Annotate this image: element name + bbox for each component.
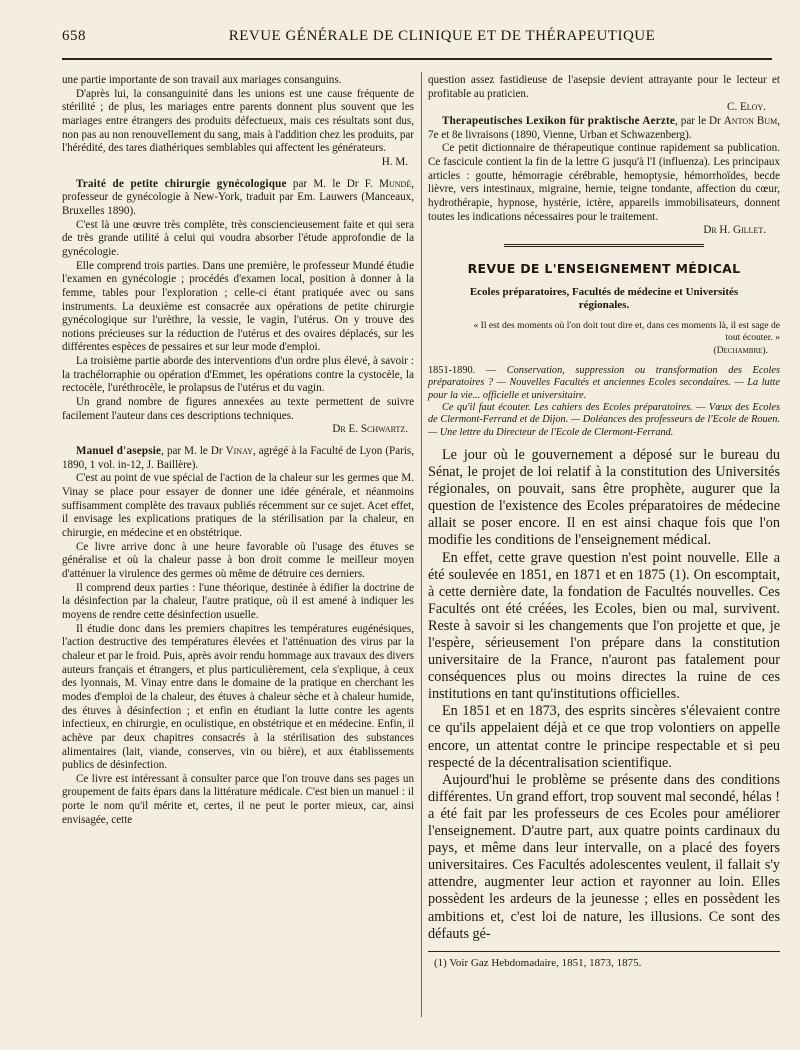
- epigraph: « Il est des moments où l'on doit tout dire et, dans ces moments là, il est sage de tout écouter. »: [473, 319, 780, 343]
- paragraph: une partie importante de son travail aux mariages consanguins.: [62, 74, 342, 86]
- body-paragraph: En 1851 et en 1873, des esprits sincères s'élevaient contre ce qu'ils appelaient déjà et ce que trop volontiers on appelle encore, un attentat contre le principe respectable et si peu respecté de la décentralisation scientifique.: [428, 703, 780, 771]
- book-title: Therapeutisches Lexikon für praktische Aerzte: [442, 114, 675, 127]
- review-heading: Therapeutisches Lexikon für praktische Aerzte, par le Dr Anton Bum, 7e et 8e livraisons (1890, Vienne, Urban et Schwazenberg).: [428, 114, 780, 141]
- book-title: Manuel d'asepsie: [76, 445, 162, 458]
- article-summary: Ce qu'il faut écouter. Les cahiers des Ecoles préparatoires. — Vœux des Ecoles de Clermont-Ferrand et de Dijon. — Doléances des professeurs de l'Ecole de Rouen. — Une lettre du Directeur de l'Ecole de Clermont-Ferrand.: [428, 402, 780, 438]
- left-column: [62, 74, 414, 827]
- section-rule: [504, 244, 704, 250]
- paragraph: Il étudie donc dans les premiers chapitres les températures eugénésiques, l'action destructive des températures élevées et l'atténuation des virus par la chaleur et par le froid. Puis, après avoir rendu hommage aux travaux des divers auteurs français et étrangers, et plus particulièrement, cela s'explique, à ceux des lyonnais, M. Vinay entre dans le domaine de la pratique en cherchant les modes d'emploi de la chaleur, des étuves à chaleur sèche et à chaleur humide, des étuves à désinfection ; et enfin en étudiant la lutte contre les agents infectieux, en chirurgie, en oculistique, en obstétrique et en médecine. Enfin, il achève par deux chapitres consacrés à la stérilisation des substances alimentaires (lait, viande, conserves, vin ou bière), et aux établissements publics de désinfection.: [62, 622, 414, 772]
- signature: Dr E. Schwartz.: [332, 423, 408, 436]
- footnote: (1) Voir Gaz Hebdomadaire, 1851, 1873, 1875.: [434, 956, 642, 969]
- page-header: [62, 28, 772, 50]
- paragraph: question assez fastidieuse de l'asepsie devient attrayante pour le lecteur et profitable au praticien.: [428, 74, 780, 100]
- footnote-rule: [428, 951, 780, 952]
- signature: Dr H. Gillet.: [703, 224, 766, 237]
- paragraph: Ce livre arrive donc à une heure favorable où l'usage des étuves se généralise et où la chaleur passe à bon droit comme le meilleur moyen d'atténuer la virulence des germes où même de détruire ces derniers.: [62, 540, 414, 580]
- epigraph-author: (Dechambre).: [713, 344, 768, 356]
- running-title: REVUE GÉNÉRALE DE CLINIQUE ET DE THÉRAPEUTIQUE: [228, 28, 656, 44]
- section-subtitle: Ecoles préparatoires, Facultés de médecine et Universités régionales.: [469, 285, 739, 311]
- paragraph: La troisième partie aborde des interventions d'un ordre plus élevé, à savoir : la trachélorraphie ou opération d'Emmet, les opérations contre la cystocèle, la rectocèle, l'uréthrocèle, le prolapsus de l'utérus et du vagin.: [62, 355, 414, 395]
- paragraph: D'après lui, la consanguinité dans les unions est une cause fréquente de stérilité ; de plus, les mariages entre parents donnent plus souvent que les mariages entre étrangers des produits défectueux, mais ces résultats sont dus, non pas au non renouvellement du sang, mais à l'addition chez les produits, par l'hérédité, des tares diathériques semblables qui affectent les générateurs.: [62, 87, 414, 155]
- author-name: Vinay: [225, 445, 253, 458]
- column-separator: [421, 72, 422, 1017]
- body-paragraph: En effet, cette grave question n'est point nouvelle. Elle a été soulevée en 1851, en 1871 et en 1875 (1). On escomptait, à cette dernière date, la fondation de Facultés nouvelles. Ces Facultés ont été créées, les Ecoles, bien ou mal, survivent. Reste à savoir si les changements que l'on projette et que, je l'espère, sérieusement l'on prépare dans la constitution universitaire de la France, n'auront pas fatalement pour conséquences plus ou moins directes la ruine de ces institutions en tant qu'institutions officielles.: [428, 549, 780, 703]
- section-title: REVUE DE L'ENSEIGNEMENT MÉDICAL: [467, 260, 741, 276]
- author-name: Anton Bum: [723, 114, 778, 127]
- author-name: Mundé: [379, 177, 412, 190]
- paragraph: Ce livre est intéressant à consulter parce que l'on trouve dans ses pages un groupement de faits épars dans la littérature médicale. C'est bien un manuel : il porte le nom qu'il mérite et, certes, il ne peut le porter mieux, car, ainsi envisagée, cette: [62, 772, 414, 826]
- page-number: 658: [62, 28, 86, 44]
- paragraph: C'est là une œuvre très complète, très consciencieusement faite et qui sera de très grande utilité à celui qui voudra absorber l'étude approfondie de la gynécologie.: [62, 218, 414, 258]
- review-heading: Traité de petite chirurgie gynécologique par M. le Dr F. Mundé, professeur de gynécologie à New-York, traduit par Em. Lauwers (Manceaux, Bruxelles 1890).: [62, 177, 414, 217]
- body-paragraph: Aujourd'hui le problème se présente dans des conditions différentes. Un grand effort, trop souvent mal secondé, hélas ! a été fait par les professeurs de ces Ecoles pour améliorer l'enseignement. D'autre part, aux quatre points cardinaux du pays, et même dans leur intervalle, on a placé des foyers universitaires. Ces Facultés adolescentes veulent, il fallait s'y attendre, augmenter leur action et rayonner au loin. Elles possèdent les ardeurs de la jeunesse ; elles en possèdent les ambitions et, c'est loi de nature, les illusions. Ce sont des défauts gé-: [428, 771, 780, 942]
- paragraph: Il comprend deux parties : l'une théorique, destinée à édifier la doctrine de la désinfection par la chaleur, l'autre pratique, où il est amené à indiquer les moyens de rendre cette désinfection usuelle.: [62, 581, 414, 621]
- paragraph: Un grand nombre de figures annexées au texte permettent de suivre facilement l'auteur dans ces descriptions techniques.: [62, 396, 414, 422]
- book-title: Traité de petite chirurgie gynécologique: [76, 177, 287, 190]
- article-summary: 1851-1890. — Conservation, suppression ou transformation des Ecoles préparatoires ? — Nouvelles Facultés et anciennes Ecoles secondaires. — La lutte pour la vie... officielle et universitaire.: [428, 365, 780, 401]
- right-column: [428, 74, 780, 970]
- signature: C. Eloy.: [727, 101, 766, 114]
- paragraph: C'est au point de vue spécial de l'action de la chaleur sur les germes que M. Vinay se place pour essayer de donner une idée générale, et néanmoins suffisamment complète des travaux publiés récemment sur ce sujet. Acet effet, il envisage les explications pratiques de la stérilisation par la chaleur, en chirurgie, en médecine et en obstétrique.: [62, 472, 414, 539]
- review-heading: Manuel d'asepsie, par M. le Dr Vinay, agrégé à la Faculté de Lyon (Paris, 1890, 1 vol. in-12, J. Baillère).: [62, 445, 415, 471]
- paragraph: Elle comprend trois parties. Dans une première, le professeur Mundé étudie l'examen en gynécologie ; procédés d'examen local, position à donner à la femme, tables pour l'exploration ; celle-ci étant pratiquée avec ou sans instruments. La deuxième est consacrée aux opérations de petite chirurgie gynécologique sur l'urèthre, la vessie, le vagin, l'utérus. On y trouve des notions précieuses sur la réduction de l'utérus et des ovaires déplacés, sur les différentes espèces de pessaires et sur leur mode d'emploi.: [62, 259, 414, 354]
- header-rule: [62, 58, 772, 60]
- paragraph: Ce petit dictionnaire de thérapeutique continue rapidement sa publication. Ce fascicule contient la fin de la lettre G jusqu'à l'I (influenza). Les principaux articles : goutte, hémorragie cérébrable, hemoptysie, hémorrhoïdes, becde lièvre, vers intestinaux, migraine, hernie, teigne tondante, affection du cœur, hydrothérapie, hypnose, hystérie, ictère, appareils immobilisateurs, donnent toutes les indications nécessaires pour le traitement.: [428, 142, 780, 223]
- signature: H. M.: [381, 155, 408, 168]
- body-paragraph: Le jour où le gouvernement a déposé sur le bureau du Sénat, le projet de loi relatif à la constitution des Universités régionales, on pouvait, sans être prophète, augurer que la question de l'existence des Ecoles préparatoires de médecine allait se poser encore. Il en est ainsi chaque fois que l'on modifie les conditions de l'enseignement médical.: [428, 446, 780, 549]
